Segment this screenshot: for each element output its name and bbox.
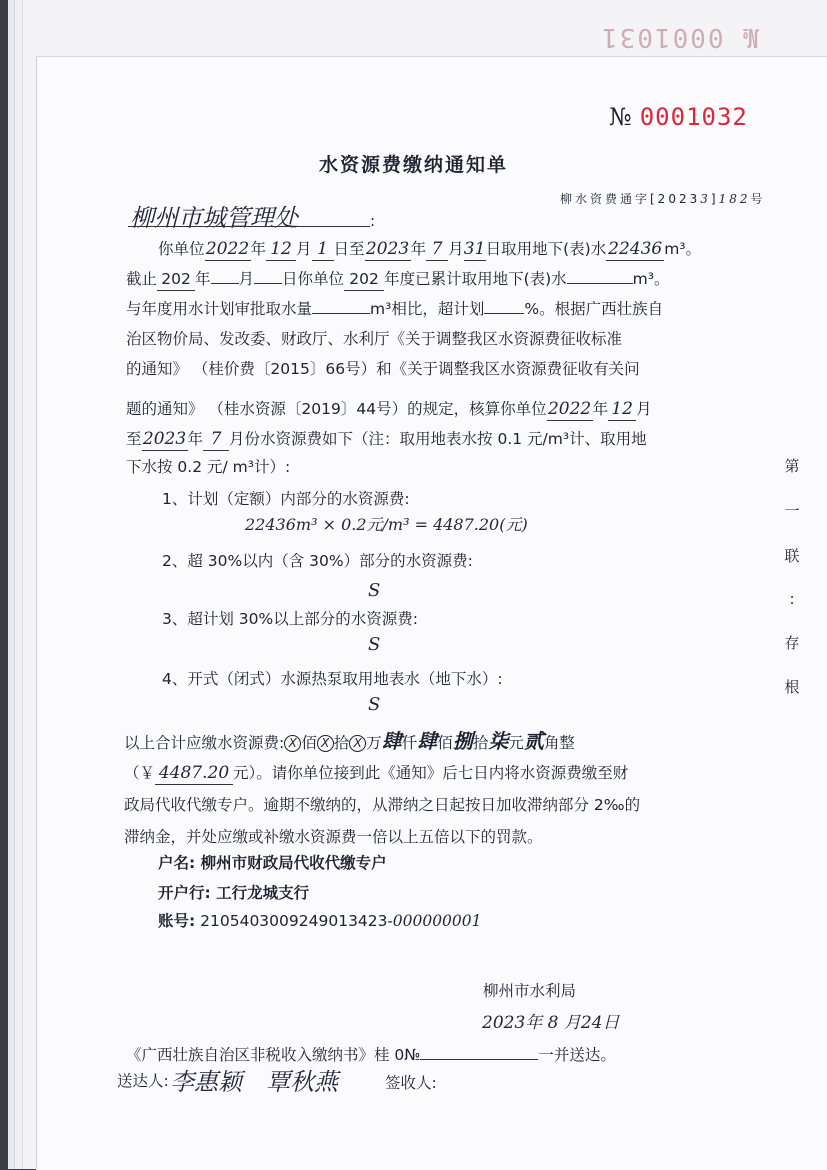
- copy-label-4: :: [789, 590, 795, 608]
- payee-handwritten: 柳州市城管理处: [130, 204, 298, 232]
- item-3-label: 3、超计划 30%以上部分的水资源费:: [162, 610, 418, 628]
- issuing-authority: 柳州市水利局: [483, 982, 577, 1000]
- payee-colon: :: [370, 212, 376, 230]
- total-capitalized: 以上合计应缴水资源费: X 佰 X 拾 X 万肆仟肆佰捌拾柒元贰角整: [124, 729, 575, 753]
- copy-label-3: 联: [784, 547, 800, 565]
- account-bank: 开户行: 工行龙城支行: [158, 884, 310, 902]
- para-line-3: 与年度用水计划审批取水量 m³相比，超计划 %。根据广西壮族自: [126, 300, 664, 318]
- total-amount-line: （￥ 4487.20 元）。请你单位接到此《通知》后七日内将水资源费缴至财: [124, 763, 629, 783]
- item-2-label: 2、超 30%以内（含 30%）部分的水资源费:: [162, 552, 473, 570]
- sender-label: 送达人:: [117, 1072, 169, 1090]
- sender-signatures: 李惠颖 覃秋燕: [170, 1068, 338, 1096]
- item-1-label: 1、计划（定额）内部分的水资源费:: [162, 490, 410, 508]
- item-3-dash-mark: S: [368, 634, 381, 655]
- item-4-label: 4、开式（闭式）水源热泵取用地表水（地下水）:: [162, 670, 503, 688]
- cross-mark-icon: X: [317, 735, 334, 752]
- para-line-2: 截止 202 年 月 日你单位 202 年度已累计取用地下(表)水 m³。: [126, 268, 670, 291]
- account-number: 账号: 2105403009249013423-000000001: [158, 912, 482, 930]
- notice-line-2: 政局代收代缴专户。逾期不缴纳的，从滞纳之日起按日加收滞纳部分 2‰的: [124, 796, 641, 814]
- serial-value: 0001032: [639, 103, 748, 131]
- payee-underline: [128, 226, 370, 227]
- para-line-8: 下水按 0.2 元/ m³计）:: [126, 458, 291, 476]
- serial-prefix: №: [609, 103, 632, 131]
- item-2-dash-mark: S: [368, 580, 381, 601]
- issue-date: 2023年 8 月24日: [482, 1013, 620, 1033]
- copy-label-1: 第: [784, 457, 800, 475]
- item-4-dash-mark: S: [368, 694, 381, 715]
- serial-number: [609, 103, 748, 131]
- para-line-6: 题的通知》 （桂水资源〔2019〕44号）的规定，核算你单位2022年 12 月: [126, 399, 652, 419]
- ghost-serial-number: № 0001031: [600, 22, 759, 52]
- account-name: 户名: 柳州市财政局代收代缴专户: [158, 854, 387, 872]
- attachment-line: 《广西壮族自治区非税收入缴纳书》桂 0№ 一并送达。: [126, 1046, 616, 1064]
- para-line-4: 治区物价局、发改委、财政厅、水利厅《关于调整我区水资源费征收标准: [126, 330, 623, 348]
- cross-mark-icon: X: [284, 735, 301, 752]
- para-line-5: 的通知》 （桂价费〔2015〕66号）和《关于调整我区水资源费征收有关问: [126, 360, 640, 378]
- copy-label-6: 根: [784, 678, 800, 696]
- notice-line-3: 滞纳金，并处应缴或补缴水资源费一倍以上五倍以下的罚款。: [124, 828, 543, 846]
- cross-mark-icon: X: [349, 735, 366, 752]
- copy-label-2: 一: [784, 502, 800, 520]
- document-code: 柳水资费通字[20233]182号: [560, 192, 766, 206]
- para-line-7: 至2023年 7 月份水资源费如下（注：取用地表水按 0.1 元/m³计、取用地: [126, 429, 647, 449]
- item-1-calculation: 22436m³ × 0.2元/m³ = 4487.20(元): [245, 515, 528, 534]
- document-title: 水资源费缴纳通知单: [318, 154, 508, 176]
- receiver-label: 签收人:: [385, 1074, 437, 1092]
- para-line-1: 你单位2022年 12 月 1 日至2023年 7 月31日取用地下(表)水 22436 m³。: [158, 239, 702, 259]
- copy-label-5: 存: [784, 634, 800, 652]
